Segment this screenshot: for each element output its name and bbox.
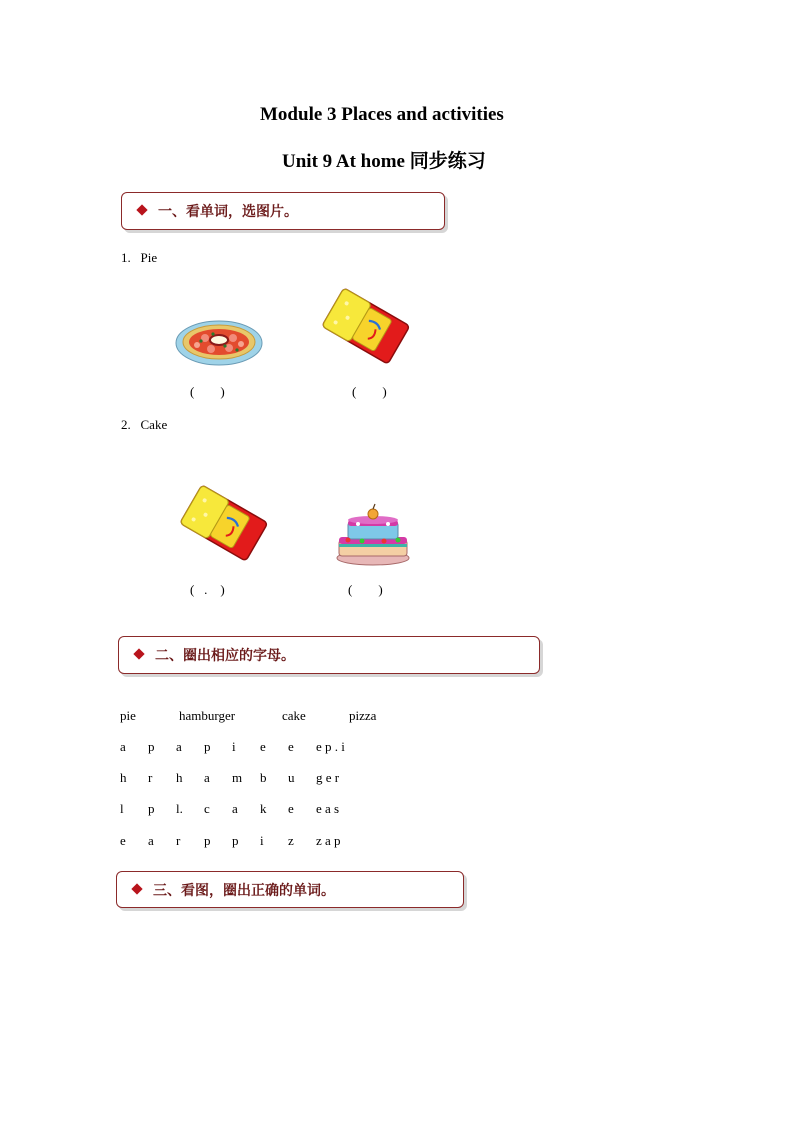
question-2 (121, 417, 167, 433)
fries-picture (176, 490, 266, 562)
grid-letter[interactable]: r (176, 833, 181, 848)
grid-letter[interactable]: p (204, 833, 211, 848)
section-label-3: 三、看图，圈出正确的单词。 (153, 882, 335, 899)
document-subtitle: Unit 9 At home 同步练习 (282, 151, 486, 172)
fries-picture (318, 293, 408, 365)
grid-letter[interactable]: i (260, 833, 264, 848)
target-word: hamburger (179, 708, 236, 723)
grid-letter[interactable]: e p . i (316, 739, 345, 754)
diamond-icon (136, 204, 147, 215)
answer-blank[interactable]: ( ) (348, 582, 383, 597)
grid-letter[interactable]: e (288, 801, 294, 816)
grid-letter[interactable]: c (204, 801, 210, 816)
grid-letter[interactable]: z a p (316, 833, 341, 848)
section-header-3 (116, 871, 464, 908)
grid-letter[interactable]: u (288, 770, 295, 785)
question-number: 2. (121, 417, 131, 432)
grid-letter[interactable]: e (288, 739, 294, 754)
question-word: Cake (140, 417, 168, 432)
grid-letter[interactable]: e (260, 739, 266, 754)
grid-letter[interactable]: l (120, 801, 124, 816)
grid-letter[interactable]: a (176, 739, 182, 754)
document-title: Module 3 Places and activities (260, 104, 504, 125)
grid-letter[interactable]: i (232, 739, 236, 754)
grid-letter[interactable]: e a s (316, 801, 340, 816)
grid-letter[interactable]: a (204, 770, 210, 785)
section-label-1: 一、看单词，选图片。 (158, 204, 298, 220)
target-word: pie (120, 708, 136, 723)
target-word: cake (282, 708, 306, 723)
grid-letter[interactable]: r (148, 770, 153, 785)
target-word: pizza (349, 708, 377, 723)
answer-blank[interactable]: ( ) (352, 384, 387, 399)
answer-blank[interactable]: ( . ) (190, 582, 225, 597)
diamond-icon (131, 883, 142, 894)
section-label-2: 二、圈出相应的字母。 (155, 648, 295, 664)
grid-letter[interactable]: p (232, 833, 239, 848)
grid-letter[interactable]: a (120, 739, 126, 754)
grid-letter[interactable]: p (148, 739, 155, 754)
grid-letter[interactable]: p (204, 739, 211, 754)
question-1 (121, 250, 157, 266)
grid-letter[interactable]: b (260, 770, 267, 785)
grid-letter[interactable]: p (148, 801, 155, 816)
section-header-1 (121, 192, 445, 230)
question-number: 1. (121, 250, 131, 265)
grid-letter[interactable]: z (288, 833, 294, 848)
section-header-2 (118, 636, 540, 674)
grid-letter[interactable]: h (176, 770, 183, 785)
question-word: Pie (140, 250, 158, 265)
diamond-icon (133, 648, 144, 659)
grid-letter[interactable]: h (120, 770, 127, 785)
grid-letter[interactable]: g e r (316, 770, 340, 785)
grid-letter[interactable]: m (232, 770, 243, 785)
grid-letter[interactable]: e (120, 833, 126, 848)
grid-letter[interactable]: k (260, 801, 267, 816)
grid-letter[interactable]: a (232, 801, 238, 816)
answer-blank[interactable]: ( ) (190, 384, 225, 399)
cake-picture (336, 504, 410, 566)
grid-letter[interactable]: a (148, 833, 154, 848)
pizza-picture (175, 316, 265, 368)
grid-letter[interactable]: l. (176, 801, 183, 816)
